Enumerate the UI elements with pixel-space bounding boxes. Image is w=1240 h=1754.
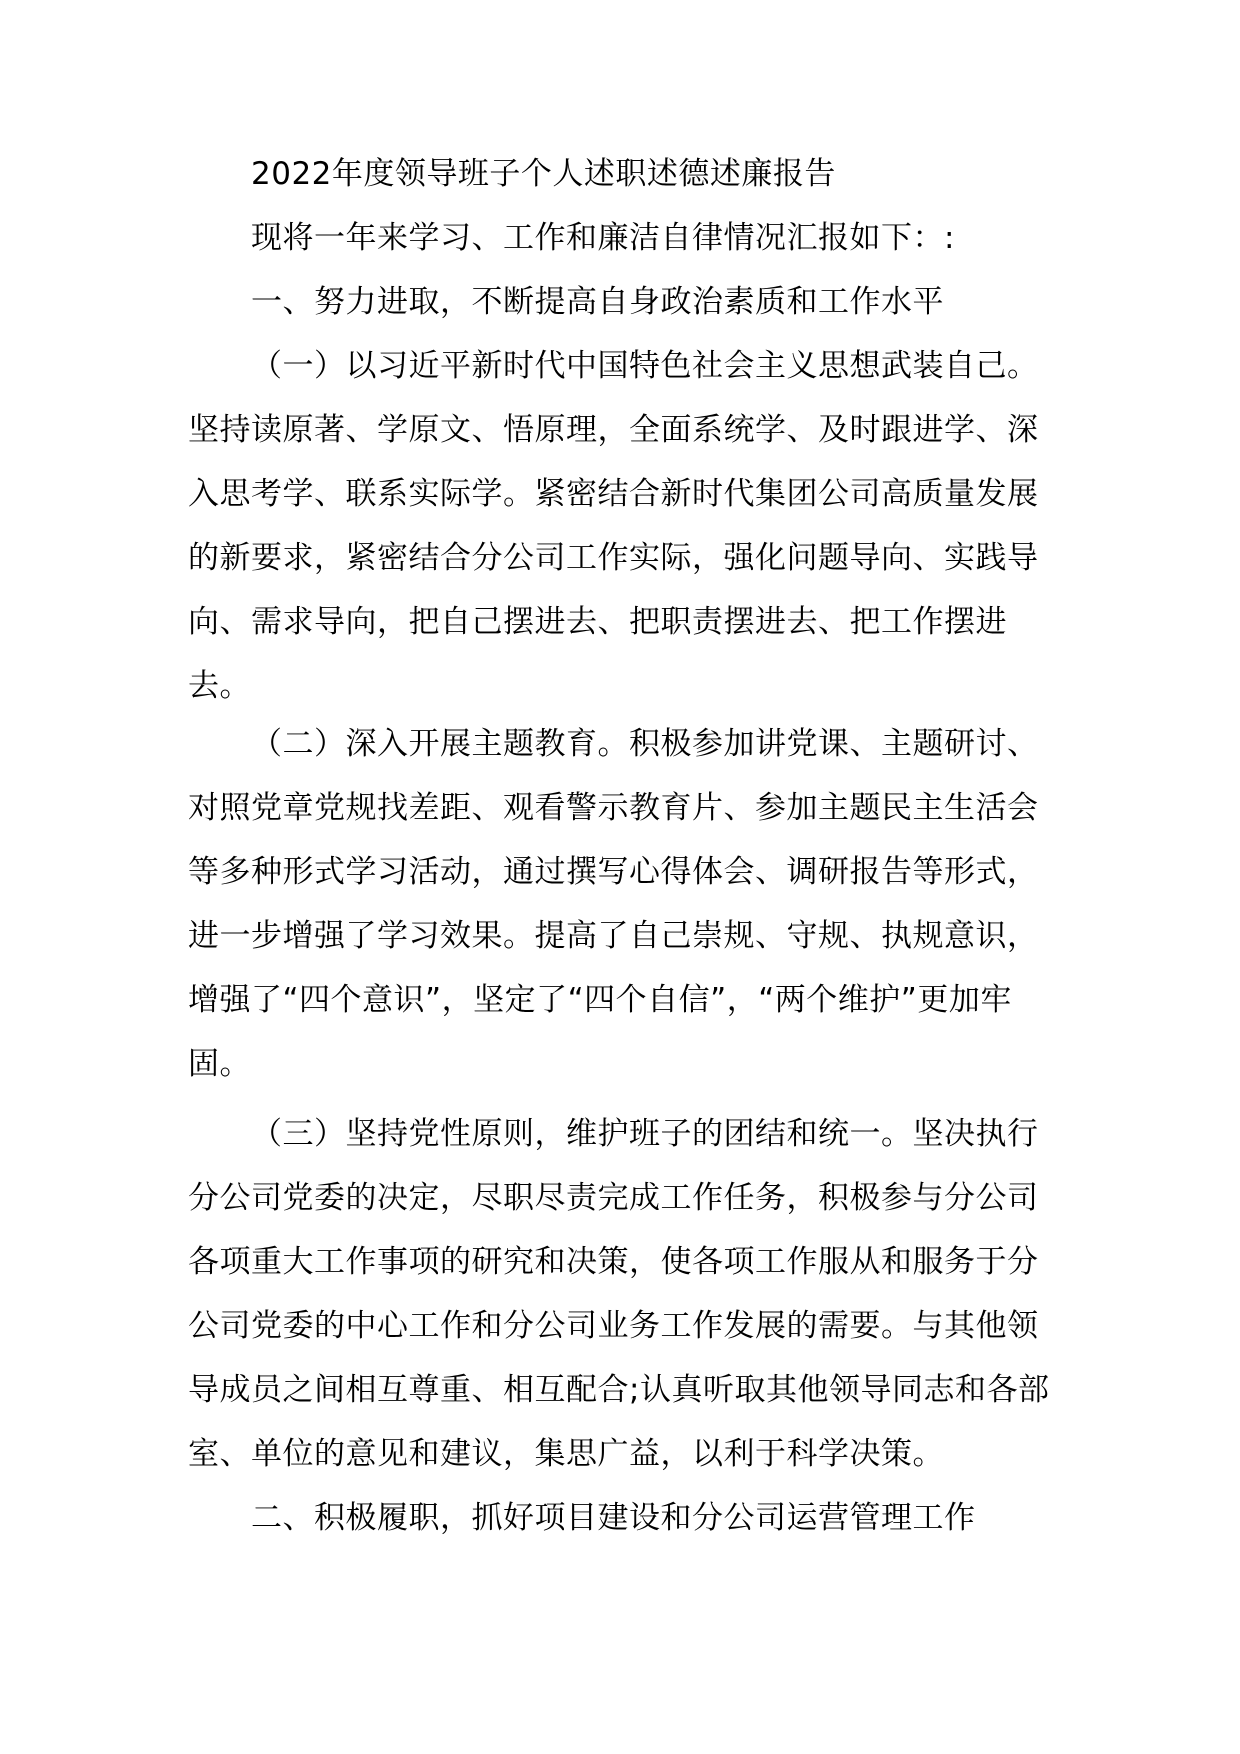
document-header-block: [188, 142, 1068, 718]
paragraph-3: （三）坚持党性原则，维护班子的团结和统一。坚决执行分公司党委的决定，尽职尽责完成工作任务，积极参与分公司各项重大工作事项的研究和决策，使各项工作服从和服务于分公司党委的中心工作和分公司业务工作发展的需要。与其他领导成员之间相互尊重、相互配合;认真听取其他领导同志和各部室、单位的意见和建议，集思广益，以利于科学决策。: [188, 1116, 1050, 1472]
paragraph-2: （二）深入开展主题教育。积极参加讲党课、主题研讨、对照党章党规找差距、观看警示教育片、参加主题民主生活会等多种形式学习活动，通过撰写心得体会、调研报告等形式，进一步增强了学习效果。提高了自己崇规、守规、执规意识，增强了“四个意识”，坚定了“四个自信”，“两个维护”更加牢固。: [188, 726, 1039, 1082]
document-title: 2022年度领导班子个人述职述德述廉报告: [251, 156, 836, 192]
intro-paragraph: 现将一年来学习、工作和廉洁自律情况汇报如下：:: [251, 220, 955, 256]
paragraph-1: （一）以习近平新时代中国特色社会主义思想武装自己。坚持读原著、学原文、悟原理，全面系统学、及时跟进学、深入思考学、联系实际学。紧密结合新时代集团公司高质量发展的新要求，紧密结合分公司工作实际，强化问题导向、实践导向、需求导向，把自己摆进去、把职责摆进去、把工作摆进去。: [188, 348, 1039, 704]
section-1-heading: 一、努力进取，不断提高自身政治素质和工作水平: [251, 284, 944, 320]
section-2-heading: 二、积极履职，抓好项目建设和分公司运营管理工作: [251, 1500, 976, 1536]
paragraph-3-block: [188, 1102, 1068, 1550]
paragraph-2-block: [188, 712, 1068, 1096]
